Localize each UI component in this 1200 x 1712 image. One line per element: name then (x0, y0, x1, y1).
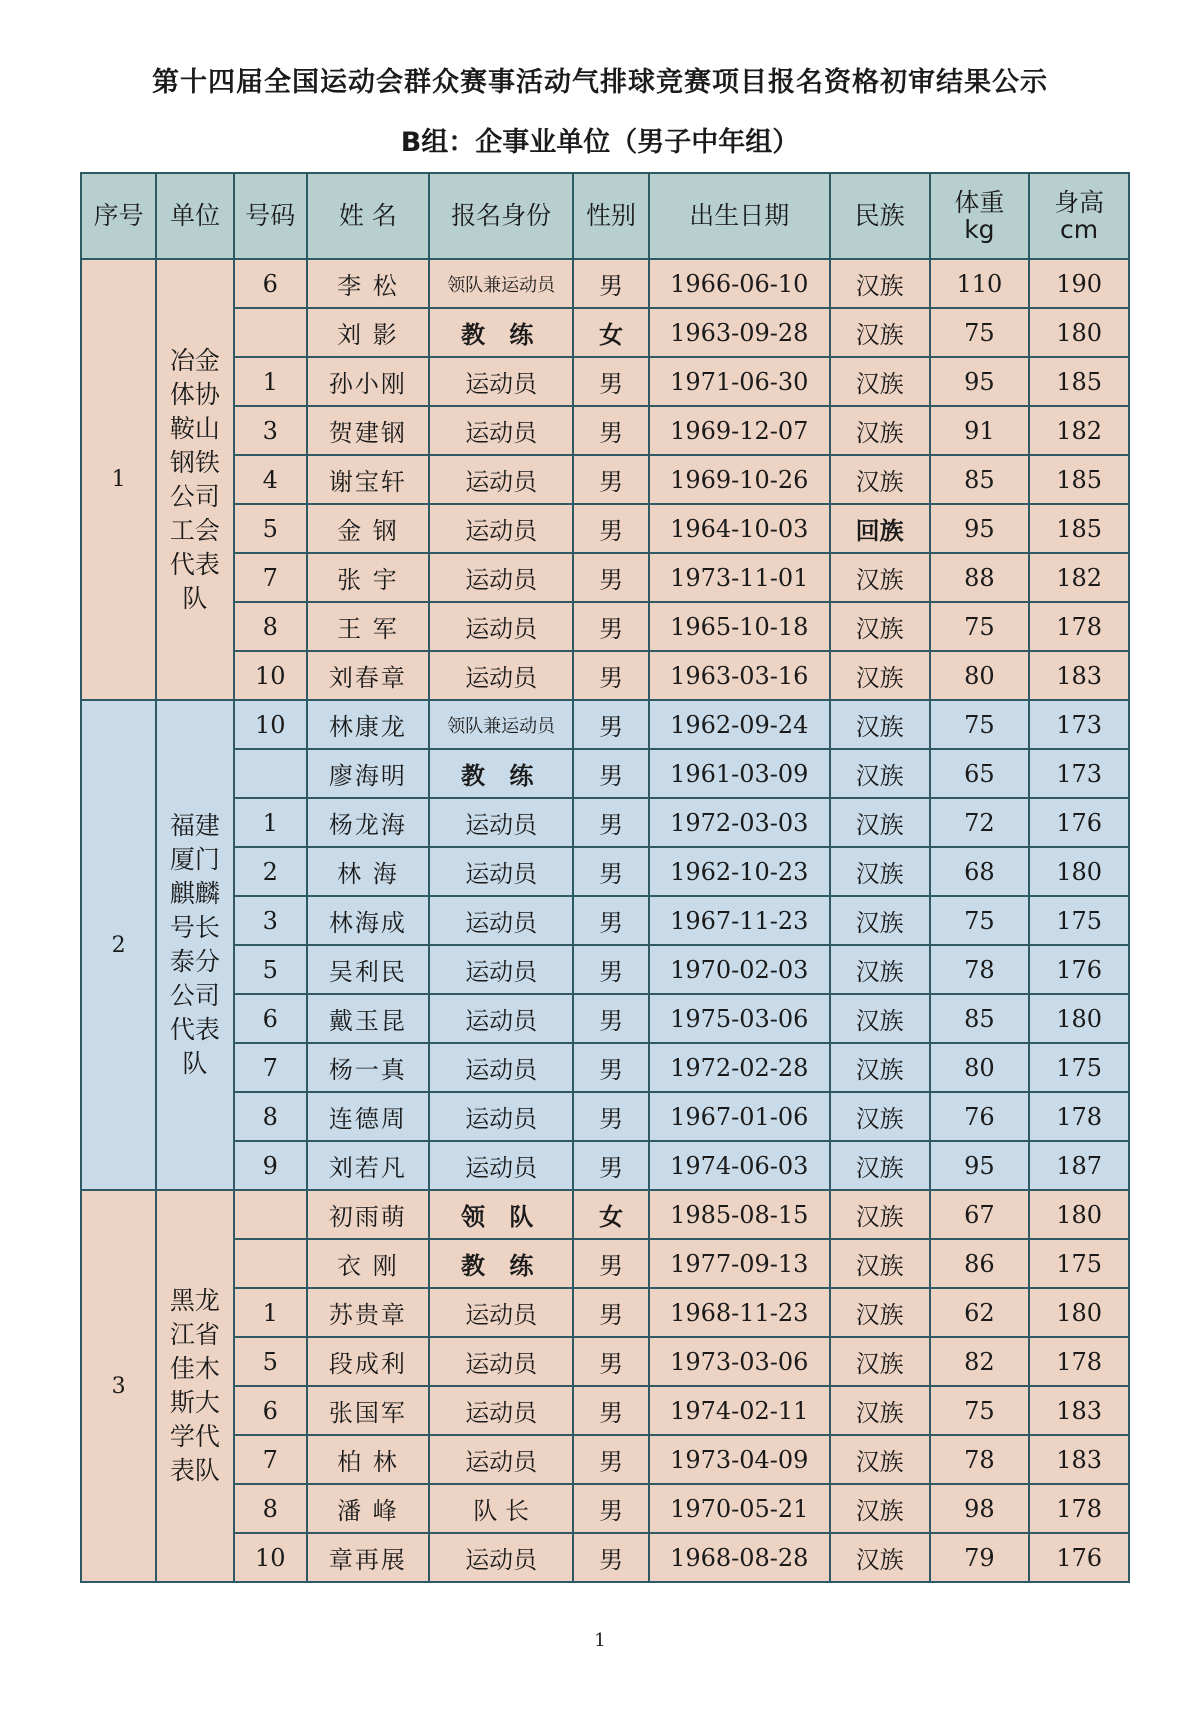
player-birth-date: 1964-10-03 (649, 504, 830, 553)
table-row (81, 1386, 1129, 1435)
player-name: 初雨萌 (307, 1190, 429, 1239)
player-role: 运动员 (429, 602, 573, 651)
player-weight: 85 (930, 994, 1030, 1043)
player-number: 1 (234, 798, 307, 847)
player-weight: 76 (930, 1092, 1030, 1141)
player-ethnicity: 汉族 (830, 455, 930, 504)
player-height: 180 (1029, 1288, 1129, 1337)
player-weight: 72 (930, 798, 1030, 847)
player-ethnicity: 汉族 (830, 308, 930, 357)
player-sex: 男 (573, 406, 648, 455)
header-row (81, 173, 1129, 259)
table-row (81, 406, 1129, 455)
player-birth-date: 1968-08-28 (649, 1533, 830, 1582)
player-ethnicity: 回族 (830, 504, 930, 553)
player-sex: 男 (573, 749, 648, 798)
header-name: 姓 名 (307, 173, 429, 259)
player-ethnicity: 汉族 (830, 1288, 930, 1337)
player-name: 段成利 (307, 1337, 429, 1386)
player-weight: 95 (930, 1141, 1030, 1190)
team-unit-name: 福建厦门麒麟号长泰分公司代表队 (169, 811, 220, 1078)
player-role: 运动员 (429, 994, 573, 1043)
player-role: 运动员 (429, 1141, 573, 1190)
page-subtitle: B组：企事业单位（男子中年组） (400, 127, 800, 158)
player-height: 183 (1029, 651, 1129, 700)
player-birth-date: 1969-12-07 (649, 406, 830, 455)
player-height: 190 (1029, 259, 1129, 308)
player-weight: 88 (930, 553, 1030, 602)
player-name: 谢宝轩 (307, 455, 429, 504)
player-sex: 男 (573, 896, 648, 945)
player-name: 廖海明 (307, 749, 429, 798)
player-number: 9 (234, 1141, 307, 1190)
table-row (81, 945, 1129, 994)
player-ethnicity: 汉族 (830, 749, 930, 798)
player-height: 180 (1029, 994, 1129, 1043)
player-name: 杨一真 (307, 1043, 429, 1092)
team-unit-cell (156, 1190, 233, 1582)
player-ethnicity: 汉族 (830, 651, 930, 700)
table-row (81, 308, 1129, 357)
player-sex: 男 (573, 1386, 648, 1435)
player-weight: 95 (930, 357, 1030, 406)
player-ethnicity: 汉族 (830, 1533, 930, 1582)
player-number: 1 (234, 1288, 307, 1337)
player-height: 185 (1029, 357, 1129, 406)
player-name: 刘 影 (307, 308, 429, 357)
player-height: 175 (1029, 1043, 1129, 1092)
player-ethnicity: 汉族 (830, 259, 930, 308)
player-height: 185 (1029, 455, 1129, 504)
table-row (81, 1092, 1129, 1141)
player-number: 8 (234, 602, 307, 651)
player-sex: 男 (573, 700, 648, 749)
header-unit: 单位 (156, 173, 233, 259)
player-role: 运动员 (429, 651, 573, 700)
player-role: 运动员 (429, 406, 573, 455)
player-number: 1 (234, 357, 307, 406)
header-number: 号码 (234, 173, 307, 259)
player-number: 6 (234, 259, 307, 308)
player-birth-date: 1963-03-16 (649, 651, 830, 700)
player-weight: 86 (930, 1239, 1030, 1288)
player-height: 178 (1029, 1484, 1129, 1533)
player-number: 8 (234, 1484, 307, 1533)
table-row (81, 749, 1129, 798)
player-weight: 67 (930, 1190, 1030, 1239)
player-role: 运动员 (429, 1092, 573, 1141)
player-height: 175 (1029, 896, 1129, 945)
player-role: 教 练 (429, 1239, 573, 1288)
player-role: 运动员 (429, 1533, 573, 1582)
player-height: 180 (1029, 847, 1129, 896)
player-name: 戴玉昆 (307, 994, 429, 1043)
table-row (81, 1288, 1129, 1337)
player-ethnicity: 汉族 (830, 700, 930, 749)
player-role: 运动员 (429, 455, 573, 504)
player-number: 3 (234, 406, 307, 455)
player-ethnicity: 汉族 (830, 1043, 930, 1092)
player-name: 张 宇 (307, 553, 429, 602)
player-sex: 女 (573, 308, 648, 357)
player-number: 4 (234, 455, 307, 504)
player-sex: 男 (573, 651, 648, 700)
player-sex: 男 (573, 994, 648, 1043)
player-sex: 男 (573, 1092, 648, 1141)
header-weight-label: 体重 (954, 187, 1005, 217)
player-role: 运动员 (429, 798, 573, 847)
player-birth-date: 1971-06-30 (649, 357, 830, 406)
player-number: 7 (234, 553, 307, 602)
table-row (81, 994, 1129, 1043)
player-name: 李 松 (307, 259, 429, 308)
player-ethnicity: 汉族 (830, 1484, 930, 1533)
roster-table (80, 172, 1130, 1583)
table-row (81, 1043, 1129, 1092)
player-number: 10 (234, 651, 307, 700)
header-sex: 性别 (573, 173, 648, 259)
player-height: 173 (1029, 700, 1129, 749)
player-role: 领队兼运动员 (429, 700, 573, 749)
player-number (234, 1190, 307, 1239)
player-weight: 80 (930, 1043, 1030, 1092)
player-name: 孙小刚 (307, 357, 429, 406)
player-weight: 79 (930, 1533, 1030, 1582)
player-height: 185 (1029, 504, 1129, 553)
player-birth-date: 1966-06-10 (649, 259, 830, 308)
player-ethnicity: 汉族 (830, 798, 930, 847)
player-number: 6 (234, 1386, 307, 1435)
player-sex: 男 (573, 847, 648, 896)
player-number (234, 749, 307, 798)
player-sex: 男 (573, 1533, 648, 1582)
table-row (81, 1533, 1129, 1582)
team-unit-cell (156, 259, 233, 700)
table-row (81, 896, 1129, 945)
player-sex: 男 (573, 1484, 648, 1533)
player-name: 柏 林 (307, 1435, 429, 1484)
table-row (81, 700, 1129, 749)
player-name: 林康龙 (307, 700, 429, 749)
player-name: 王 军 (307, 602, 429, 651)
header-birth: 出生日期 (649, 173, 830, 259)
player-role: 运动员 (429, 553, 573, 602)
player-role: 运动员 (429, 847, 573, 896)
player-ethnicity: 汉族 (830, 896, 930, 945)
player-number: 5 (234, 1337, 307, 1386)
player-weight: 85 (930, 455, 1030, 504)
player-sex: 男 (573, 1239, 648, 1288)
player-number (234, 308, 307, 357)
player-sex: 男 (573, 1141, 648, 1190)
player-ethnicity: 汉族 (830, 1141, 930, 1190)
player-height: 175 (1029, 1239, 1129, 1288)
team-seq-cell: 3 (81, 1190, 156, 1582)
table-row (81, 1435, 1129, 1484)
player-height: 178 (1029, 1092, 1129, 1141)
player-name: 杨龙海 (307, 798, 429, 847)
player-sex: 男 (573, 455, 648, 504)
player-number: 3 (234, 896, 307, 945)
player-name: 章再展 (307, 1533, 429, 1582)
player-weight: 95 (930, 504, 1030, 553)
player-ethnicity: 汉族 (830, 1337, 930, 1386)
player-birth-date: 1972-03-03 (649, 798, 830, 847)
player-ethnicity: 汉族 (830, 406, 930, 455)
player-sex: 女 (573, 1190, 648, 1239)
player-birth-date: 1985-08-15 (649, 1190, 830, 1239)
player-number: 10 (234, 1533, 307, 1582)
player-weight: 75 (930, 602, 1030, 651)
player-ethnicity: 汉族 (830, 357, 930, 406)
page-title: 第十四届全国运动会群众赛事活动气排球竞赛项目报名资格初审结果公示 (152, 67, 1048, 98)
page-number: 1 (594, 1630, 606, 1651)
player-role: 运动员 (429, 1288, 573, 1337)
table-row (81, 504, 1129, 553)
player-birth-date: 1977-09-13 (649, 1239, 830, 1288)
player-name: 吴利民 (307, 945, 429, 994)
player-ethnicity: 汉族 (830, 602, 930, 651)
player-role: 运动员 (429, 504, 573, 553)
player-role: 运动员 (429, 357, 573, 406)
player-birth-date: 1970-02-03 (649, 945, 830, 994)
table-row (81, 553, 1129, 602)
player-birth-date: 1969-10-26 (649, 455, 830, 504)
player-birth-date: 1967-01-06 (649, 1092, 830, 1141)
player-height: 182 (1029, 406, 1129, 455)
player-number: 6 (234, 994, 307, 1043)
header-height (1029, 173, 1129, 259)
player-name: 潘 峰 (307, 1484, 429, 1533)
player-weight: 75 (930, 700, 1030, 749)
player-number: 5 (234, 945, 307, 994)
player-birth-date: 1962-09-24 (649, 700, 830, 749)
player-weight: 65 (930, 749, 1030, 798)
player-ethnicity: 汉族 (830, 1190, 930, 1239)
player-role: 领 队 (429, 1190, 573, 1239)
table-row (81, 651, 1129, 700)
player-sex: 男 (573, 259, 648, 308)
player-birth-date: 1967-11-23 (649, 896, 830, 945)
player-height: 180 (1029, 308, 1129, 357)
player-weight: 68 (930, 847, 1030, 896)
player-height: 182 (1029, 553, 1129, 602)
player-role: 运动员 (429, 1435, 573, 1484)
player-height: 178 (1029, 1337, 1129, 1386)
player-birth-date: 1965-10-18 (649, 602, 830, 651)
player-role: 领队兼运动员 (429, 259, 573, 308)
team-seq-cell: 1 (81, 259, 156, 700)
table-row (81, 1337, 1129, 1386)
header-weight (930, 173, 1030, 259)
player-weight: 75 (930, 1386, 1030, 1435)
player-birth-date: 1962-10-23 (649, 847, 830, 896)
player-weight: 80 (930, 651, 1030, 700)
player-height: 183 (1029, 1386, 1129, 1435)
player-weight: 91 (930, 406, 1030, 455)
player-sex: 男 (573, 504, 648, 553)
header-height-label: 身高 (1054, 187, 1105, 217)
table-row (81, 847, 1129, 896)
roster-body (81, 259, 1129, 1582)
player-sex: 男 (573, 553, 648, 602)
player-birth-date: 1975-03-06 (649, 994, 830, 1043)
player-sex: 男 (573, 357, 648, 406)
header-weight-unit: kg (964, 215, 995, 244)
player-name: 衣 刚 (307, 1239, 429, 1288)
player-name: 金 钢 (307, 504, 429, 553)
player-number: 2 (234, 847, 307, 896)
team-unit-name: 黑龙江省佳木斯大学代表队 (169, 1286, 220, 1485)
header-seq: 序号 (81, 173, 156, 259)
player-weight: 75 (930, 308, 1030, 357)
player-height: 178 (1029, 602, 1129, 651)
player-name: 连德周 (307, 1092, 429, 1141)
header-role: 报名身份 (429, 173, 573, 259)
player-number: 5 (234, 504, 307, 553)
player-weight: 78 (930, 945, 1030, 994)
player-weight: 78 (930, 1435, 1030, 1484)
player-weight: 75 (930, 896, 1030, 945)
player-birth-date: 1973-03-06 (649, 1337, 830, 1386)
player-role: 队 长 (429, 1484, 573, 1533)
table-row (81, 798, 1129, 847)
player-sex: 男 (573, 1435, 648, 1484)
player-birth-date: 1973-04-09 (649, 1435, 830, 1484)
player-birth-date: 1963-09-28 (649, 308, 830, 357)
player-birth-date: 1968-11-23 (649, 1288, 830, 1337)
player-ethnicity: 汉族 (830, 1386, 930, 1435)
player-birth-date: 1972-02-28 (649, 1043, 830, 1092)
player-height: 180 (1029, 1190, 1129, 1239)
table-row (81, 1484, 1129, 1533)
player-number: 7 (234, 1435, 307, 1484)
player-height: 176 (1029, 945, 1129, 994)
header-ethnicity: 民族 (830, 173, 930, 259)
player-name: 刘若凡 (307, 1141, 429, 1190)
player-role: 运动员 (429, 1386, 573, 1435)
player-name: 苏贵章 (307, 1288, 429, 1337)
player-birth-date: 1974-02-11 (649, 1386, 830, 1435)
table-row (81, 602, 1129, 651)
player-weight: 98 (930, 1484, 1030, 1533)
player-number: 7 (234, 1043, 307, 1092)
table-row (81, 357, 1129, 406)
player-ethnicity: 汉族 (830, 847, 930, 896)
player-sex: 男 (573, 602, 648, 651)
player-role: 运动员 (429, 896, 573, 945)
player-role: 教 练 (429, 308, 573, 357)
player-name: 林 海 (307, 847, 429, 896)
player-ethnicity: 汉族 (830, 1435, 930, 1484)
player-role: 运动员 (429, 945, 573, 994)
table-row (81, 1239, 1129, 1288)
player-number (234, 1239, 307, 1288)
player-birth-date: 1974-06-03 (649, 1141, 830, 1190)
player-weight: 110 (930, 259, 1030, 308)
team-unit-cell (156, 700, 233, 1190)
player-birth-date: 1970-05-21 (649, 1484, 830, 1533)
player-role: 运动员 (429, 1043, 573, 1092)
player-ethnicity: 汉族 (830, 1092, 930, 1141)
player-height: 183 (1029, 1435, 1129, 1484)
player-role: 运动员 (429, 1337, 573, 1386)
header-height-unit: cm (1060, 215, 1099, 244)
player-sex: 男 (573, 1337, 648, 1386)
player-height: 176 (1029, 798, 1129, 847)
player-weight: 62 (930, 1288, 1030, 1337)
player-sex: 男 (573, 945, 648, 994)
player-sex: 男 (573, 1043, 648, 1092)
team-unit-name: 冶金体协鞍山钢铁公司工会代表队 (169, 345, 220, 613)
player-ethnicity: 汉族 (830, 553, 930, 602)
player-sex: 男 (573, 798, 648, 847)
player-height: 176 (1029, 1533, 1129, 1582)
table-row (81, 455, 1129, 504)
player-birth-date: 1961-03-09 (649, 749, 830, 798)
player-role: 教 练 (429, 749, 573, 798)
player-birth-date: 1973-11-01 (649, 553, 830, 602)
player-height: 173 (1029, 749, 1129, 798)
table-row (81, 259, 1129, 308)
player-weight: 82 (930, 1337, 1030, 1386)
team-seq-cell: 2 (81, 700, 156, 1190)
player-height: 187 (1029, 1141, 1129, 1190)
player-number: 10 (234, 700, 307, 749)
player-number: 8 (234, 1092, 307, 1141)
player-ethnicity: 汉族 (830, 1239, 930, 1288)
table-row (81, 1190, 1129, 1239)
player-ethnicity: 汉族 (830, 945, 930, 994)
player-name: 张国军 (307, 1386, 429, 1435)
player-ethnicity: 汉族 (830, 994, 930, 1043)
player-name: 贺建钢 (307, 406, 429, 455)
player-sex: 男 (573, 1288, 648, 1337)
player-name: 刘春章 (307, 651, 429, 700)
table-row (81, 1141, 1129, 1190)
player-name: 林海成 (307, 896, 429, 945)
